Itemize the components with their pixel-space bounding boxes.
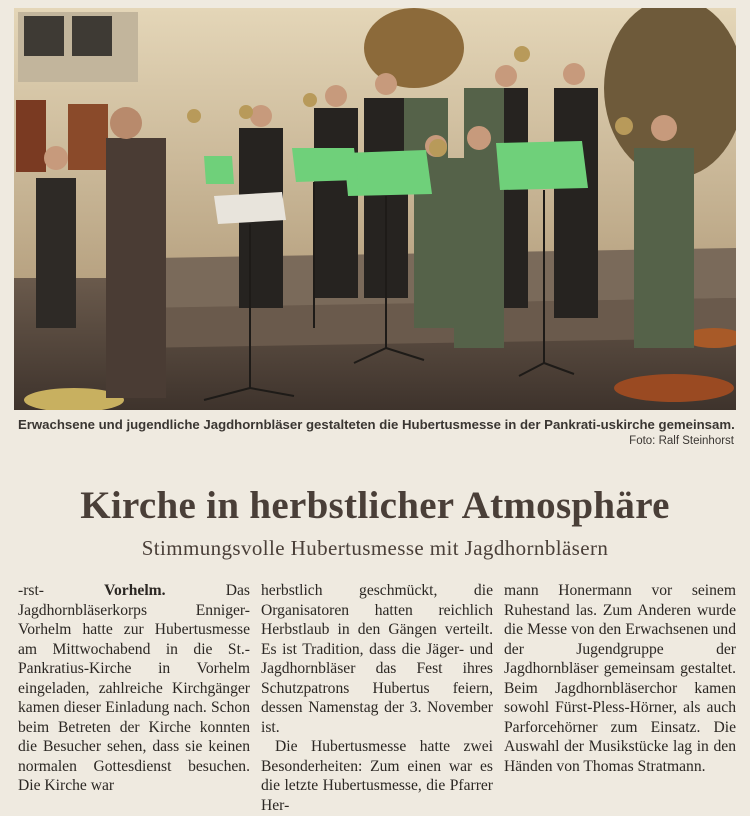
article-photo	[14, 8, 736, 410]
article-column-2	[261, 581, 493, 815]
caption-text: Erwachsene und jugendliche Jagdhornbläser gestalteten die Hubertusmesse in der Pankrati-uskirche gemeinsam.	[18, 417, 735, 432]
dateline-place: Vorhelm.	[104, 582, 166, 599]
column-3-text: mann Honermann vor seinem Ruhestand las. Zum Anderen wurde die Messe von den Erwachsenen und der Jugendgruppe der Jagdhornbläser gemeinsam gestaltet. Beim Jagdhornbläserchor kamen sowohl Fürst-Pless-Hörner, als auch Parforcehörner zum Einsatz. Die Auswahl der Musikstücke lag in den Händen von Thomas Stratmann.	[504, 582, 736, 775]
brass-ensemble-photo	[14, 8, 736, 410]
headline: Kirche in herbstlicher Atmosphäre	[80, 484, 670, 527]
dateline-prefix: -rst-	[18, 582, 44, 599]
column-2-paragraph-2: Die Hubertusmesse hatte zwei Besonderheiten: Zum einen war es die letzte Hubertusmesse, die Pfarrer Her-	[261, 738, 493, 815]
photo-credit: Foto: Ralf Steinhorst	[629, 435, 734, 447]
article-body	[18, 581, 736, 815]
article-column-1	[18, 581, 250, 803]
article-column-3	[504, 581, 736, 803]
subheadline: Stimmungsvolle Hubertusmesse mit Jagdhornbläsern	[141, 536, 609, 560]
column-1-text: Das Jagdhornbläserkorps Enniger-Vorhelm hatte zur Hubertusmesse am Mittwochabend in die St.-Pankratius-Kirche in Vorhelm eingeladen, zahlreiche Kirchgänger kamen dieser Einladung nach. Schon beim Betreten der Kirche konnten die Besucher sehen, dass sie keinen normalen Gottesdienst besuchen. Die Kirche war	[18, 582, 250, 795]
photo-caption	[18, 416, 738, 447]
column-2-paragraph-1: herbstlich geschmückt, die Organisatoren hatten reichlich Herbstlaub in den Gängen verteilt. Es ist Tradition, dass die Jäger- und Jagdhornbläser das Fest ihres Schutzpatrons Hubertus feiern, dessen Namenstag der 3. November ist.	[261, 582, 493, 736]
